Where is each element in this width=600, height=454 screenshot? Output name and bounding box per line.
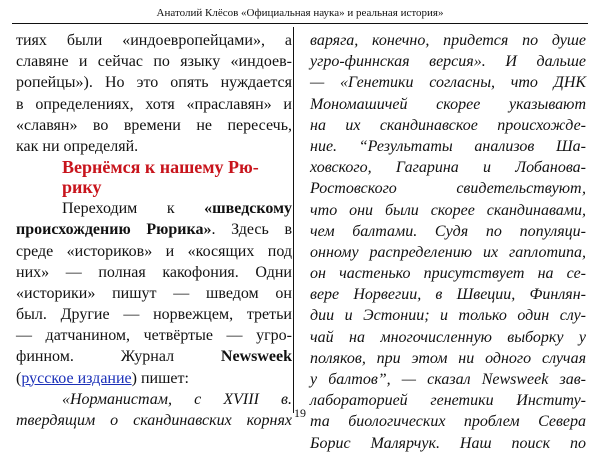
- quote-line: что они были скорее скандинавами,: [310, 201, 586, 219]
- quote-line: Мономашичей скорее указывают: [310, 95, 586, 113]
- quote-line: угро-финнская версия». И дальше: [310, 53, 586, 71]
- quote-line: «Норманистам, с XVIII в.: [62, 390, 292, 408]
- text-line: был. Другие — норвежцем, третьи: [16, 306, 292, 324]
- section-heading-continued: рику: [62, 177, 102, 198]
- quote-line: поляков, при этом ни одного случая: [310, 349, 586, 367]
- text-line: славяне и сейчас по языку «индоев-: [16, 53, 292, 71]
- bold-phrase: происхождению Рюрика»: [16, 221, 212, 239]
- text-fragment: к: [166, 200, 175, 218]
- text-line: как ни определяй.: [16, 137, 139, 155]
- quote-line: онному распределению их гаплотипа,: [310, 243, 586, 261]
- text-line: [16, 219, 292, 240]
- text-line: «историки» пишут — шведом он: [16, 284, 292, 302]
- column-divider: [293, 27, 294, 413]
- left-column: [16, 30, 292, 431]
- right-column: [310, 30, 586, 454]
- newsweek-bold: Newsweek: [220, 348, 292, 366]
- text-line: в определениях, хотя «праславян» и: [16, 95, 292, 113]
- quote-line: на их скандинавское происхожде-: [310, 116, 586, 134]
- text-line: среде «историков» и «косящих под: [16, 242, 292, 260]
- quote-line: чай на многочисленную выборку у: [310, 328, 586, 346]
- quote-line: ние. “Результаты анализов Ша-: [310, 137, 586, 155]
- quote-line: вере Норвегии, в Швеции, Финлян-: [310, 286, 586, 304]
- bold-phrase: «шведскому: [204, 200, 292, 218]
- text-line: [16, 368, 292, 389]
- text-fragment: Переходим: [62, 200, 138, 218]
- text-fragment: . Здесь в: [211, 221, 292, 239]
- quote-line: у балтов”, — сказал Newsweek зав-: [310, 371, 586, 388]
- quote-line: дии и Эстонии; и только один слу-: [310, 307, 586, 325]
- text-line: [16, 346, 292, 367]
- quote-line: варяга, конечно, придется по душе: [310, 32, 586, 49]
- quote-line: Борис Малярчук. Наш поиск по: [310, 434, 586, 452]
- section-heading: Вернёмся к нашему Рю-: [62, 157, 259, 178]
- text-fragment: (: [16, 369, 22, 387]
- text-fragment: финном.: [16, 348, 74, 366]
- quote-line: чем балтами. Судя по популяци-: [310, 222, 586, 240]
- page-number: 19: [294, 406, 306, 420]
- text-fragment: Журнал: [120, 348, 175, 366]
- quote-line: твердящим о скандинавских корнях: [16, 412, 292, 429]
- quote-line: лабораторией генетики Институ-: [310, 392, 586, 410]
- header-divider: [12, 23, 588, 24]
- running-header: Анатолий Клёсов «Официальная наука» и реальная история»: [156, 7, 444, 19]
- text-line: тиях были «индоевропейцами», а: [16, 32, 292, 49]
- quote-line: ховского, Гагарина и Лобанова-: [310, 159, 586, 177]
- text-fragment: ) пишет:: [131, 369, 189, 387]
- text-line: — датчанином, четвёртые — угро-: [16, 327, 292, 345]
- quote-line: он частенько присутствует на се-: [310, 265, 586, 283]
- quote-line: та биологических проблем Севера: [310, 413, 586, 431]
- quote-line: — «Генетики согласны, что ДНК: [310, 74, 586, 92]
- text-line: «славян» во времени не пересечь,: [16, 116, 292, 134]
- russian-edition-link[interactable]: русское издание: [21, 369, 132, 387]
- text-line: [16, 198, 292, 219]
- text-line: ропейцы»). Но это опять нуждается: [16, 74, 292, 92]
- quote-line: Ростовского свидетельствуют,: [310, 180, 586, 198]
- text-line: них» — полная какофония. Одни: [16, 263, 292, 281]
